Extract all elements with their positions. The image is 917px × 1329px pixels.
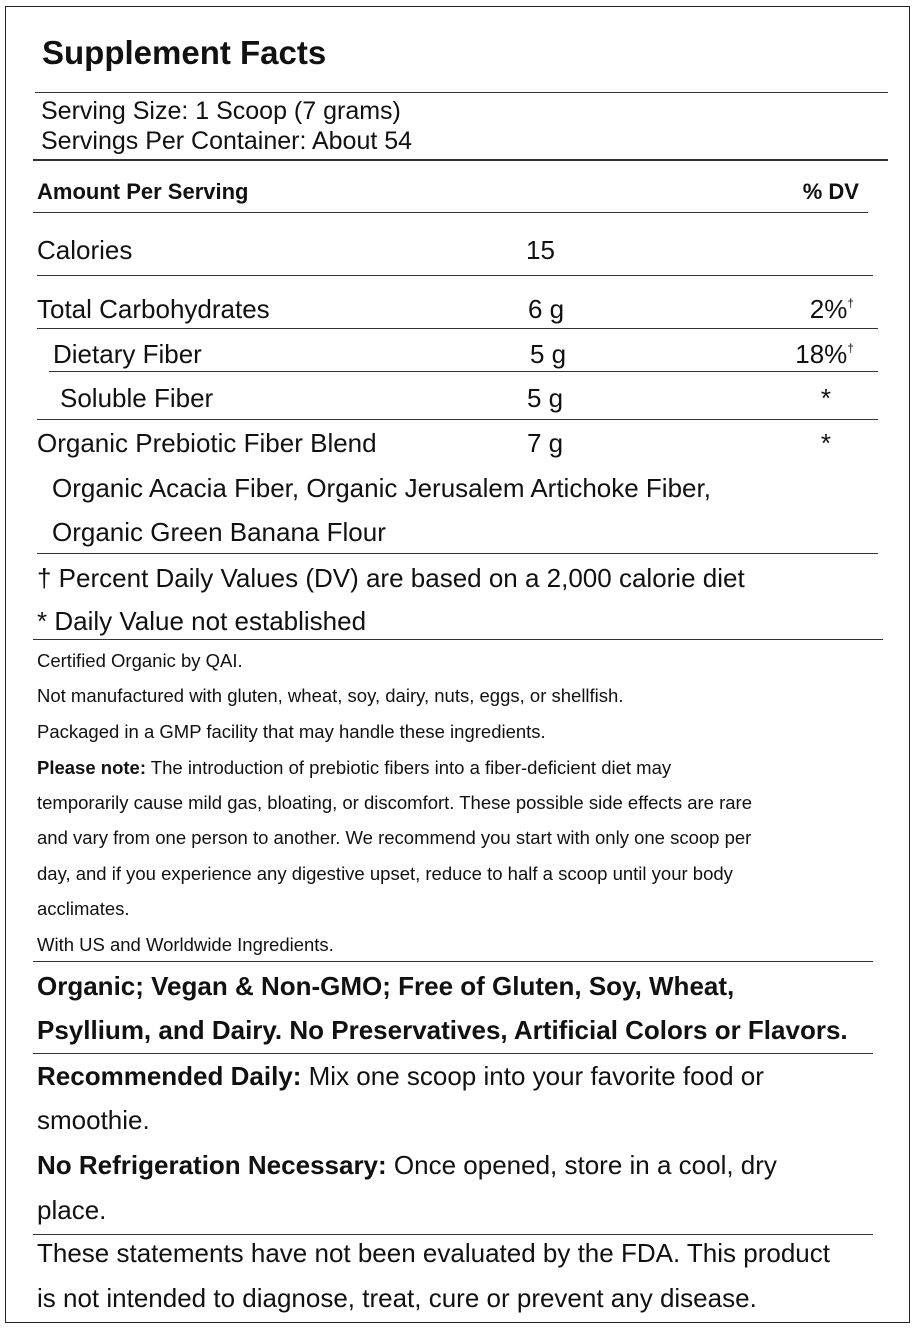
nutrient-name-total-carbohydrates: Total Carbohydrates xyxy=(37,294,270,324)
nutrient-amount-dietary-fiber: 5 g xyxy=(530,339,567,369)
divider xyxy=(33,961,873,962)
please-note-line: temporarily cause mild gas, bloating, or discomfort. These possible side effects are rare xyxy=(37,792,752,813)
dv-column-label: % DV xyxy=(802,179,859,204)
divider xyxy=(37,275,873,276)
nutrient-name-prebiotic-blend: Organic Prebiotic Fiber Blend xyxy=(37,428,377,458)
serving-size: Serving Size: 1 Scoop (7 grams) xyxy=(41,97,401,125)
please-note-line: day, and if you experience any digestive upset, reduce to half a scoop until your body xyxy=(37,863,733,884)
amount-per-serving-label: Amount Per Serving xyxy=(37,179,249,204)
divider xyxy=(33,212,868,213)
nutrient-dv-total-carbohydrates: 2%† xyxy=(809,294,854,324)
please-note-label: Please note: xyxy=(37,757,146,778)
divider xyxy=(33,1234,873,1235)
ingredients-origin-note: With US and Worldwide Ingredients. xyxy=(37,934,334,955)
footnote-dv-not-established: * Daily Value not established xyxy=(37,606,367,636)
fda-disclaimer-line: is not intended to diagnose, treat, cure or prevent any disease. xyxy=(37,1283,757,1313)
nutrient-dv-dietary-fiber: 18%† xyxy=(795,339,854,369)
storage-label: No Refrigeration Necessary: xyxy=(37,1150,387,1180)
recommended-daily: Recommended Daily: Mix one scoop into your favorite food or xyxy=(37,1061,764,1091)
blend-ingredients-line: Organic Green Banana Flour xyxy=(52,517,386,547)
nutrient-dv-prebiotic-blend: * xyxy=(820,428,831,458)
panel-title: Supplement Facts xyxy=(42,34,327,71)
nutrient-dv-soluble-fiber: * xyxy=(820,383,831,413)
nutrient-amount-soluble-fiber: 5 g xyxy=(527,383,564,413)
nutrient-name-dietary-fiber: Dietary Fiber xyxy=(53,339,202,369)
nutrient-amount-total-carbohydrates: 6 g xyxy=(528,294,565,324)
claims-line: Organic; Vegan & Non-GMO; Free of Gluten, Soy, Wheat, xyxy=(37,971,735,1001)
divider xyxy=(37,553,878,554)
divider xyxy=(33,1053,873,1054)
storage-instructions: No Refrigeration Necessary: Once opened, store in a cool, dry xyxy=(37,1150,777,1180)
divider xyxy=(33,159,888,161)
recommended-daily-line: smoothie. xyxy=(37,1105,150,1135)
footnote-dv-basis: † Percent Daily Values (DV) are based on a 2,000 calorie diet xyxy=(37,563,745,593)
allergen-note: Not manufactured with gluten, wheat, soy, dairy, nuts, eggs, or shellfish. xyxy=(37,685,624,706)
please-note-line: acclimates. xyxy=(37,898,130,919)
storage-line: place. xyxy=(37,1195,107,1225)
certified-organic-note: Certified Organic by QAI. xyxy=(37,650,243,671)
please-note-line: Please note: The introduction of prebiotic fibers into a fiber-deficient diet may xyxy=(37,757,672,778)
servings-per-container: Servings Per Container: About 54 xyxy=(41,127,413,155)
recommended-daily-label: Recommended Daily: xyxy=(37,1061,302,1091)
divider xyxy=(33,639,883,640)
divider xyxy=(35,92,888,93)
divider xyxy=(37,419,878,420)
please-note-line: and vary from one person to another. We recommend you start with only one scoop per xyxy=(37,827,752,848)
blend-ingredients-line: Organic Acacia Fiber, Organic Jerusalem Artichoke Fiber, xyxy=(52,473,711,503)
nutrient-amount-calories: 15 xyxy=(526,235,555,265)
nutrient-name-soluble-fiber: Soluble Fiber xyxy=(60,383,214,413)
divider xyxy=(49,371,878,372)
nutrient-amount-prebiotic-blend: 7 g xyxy=(527,428,564,458)
claims-line: Psyllium, and Dairy. No Preservatives, Artificial Colors or Flavors. xyxy=(37,1015,848,1045)
facility-note: Packaged in a GMP facility that may handle these ingredients. xyxy=(37,721,546,742)
nutrient-name-calories: Calories xyxy=(37,235,133,265)
fda-disclaimer-line: These statements have not been evaluated by the FDA. This product xyxy=(37,1238,830,1268)
divider xyxy=(37,328,878,329)
